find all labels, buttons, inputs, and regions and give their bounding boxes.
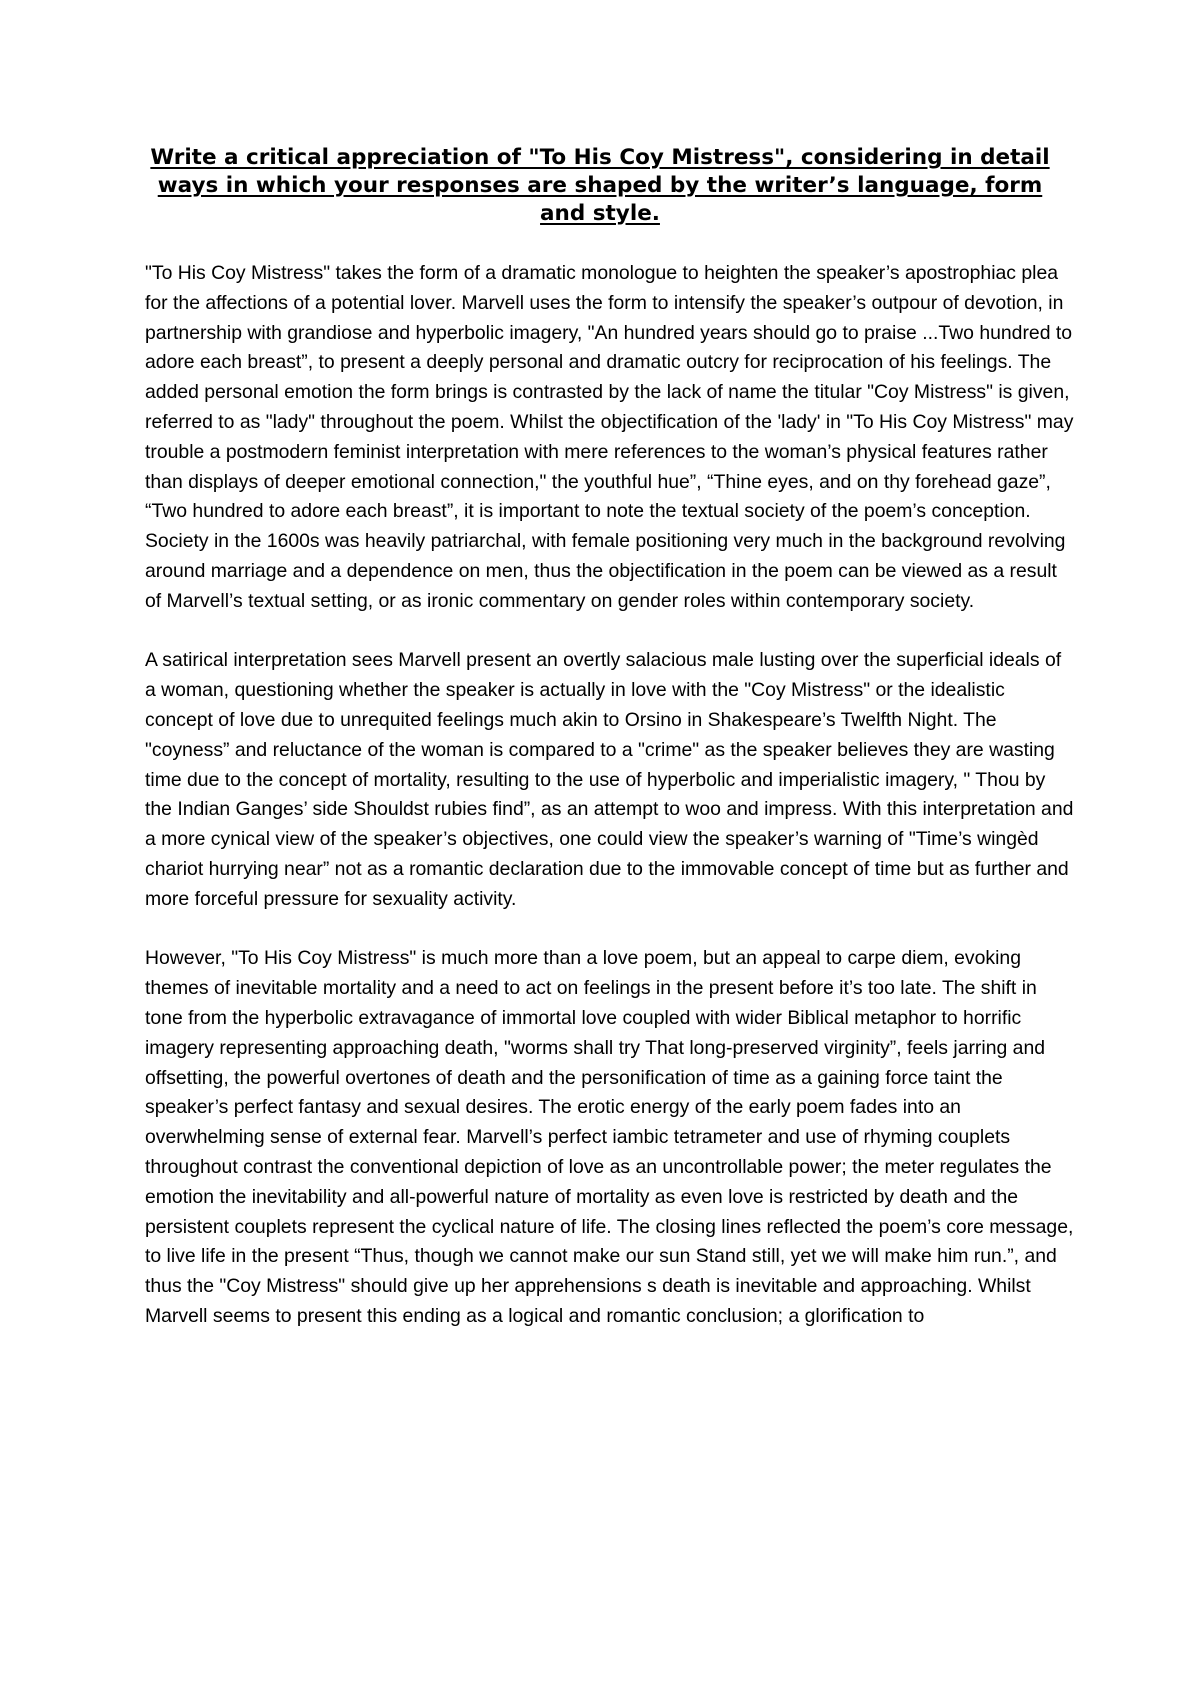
paragraph-1: "To His Coy Mistress" takes the form of a dramatic monologue to heighten the speaker’s apostrophiac plea for the affections of a potential lover. Marvell uses the form to intensify the speaker’s outpour of devotion, in partnership with grandiose and hyperbolic imagery, "An hundred years should go to praise ...Two hundred to adore each breast”, to present a deeply personal and dramatic outcry for reciprocation of his feelings. The added personal emotion the form brings is contrasted by the lack of name the titular "Coy Mistress" is given, referred to as "lady" throughout the poem. Whilst the objectification of the 'lady' in "To His Coy Mistress" may trouble a postmodern feminist interpretation with mere references to the woman’s physical features rather than displays of deeper emotional connection," the youthful hue”, “Thine eyes, and on thy forehead gaze”, “Two hundred to adore each breast”, it is important to note the textual society of the poem’s conception. Society in the 1600s was heavily patriarchal, with female positioning very much in the background revolving around marriage and a dependence on men, thus the objectification in the poem can be viewed as a result of Marvell’s textual setting, or as ironic commentary on gender roles within contemporary society. — [145, 262, 1074, 612]
document-body — [145, 259, 1075, 1361]
document-title: Write a critical appreciation of "To His Coy Mistress", considering in detail ways in which your responses are shaped by the writer’s language, form and style. — [150, 145, 1050, 226]
paragraph-2: A satirical interpretation sees Marvell present an overtly salacious male lusting over the superficial ideals of a woman, questioning whether the speaker is actually in love with the "Coy Mistress" or the idealistic concept of love due to unrequited feelings much akin to Orsino in Shakespeare’s Twelfth Night. The "coyness” and reluctance of the woman is compared to a "crime" as the speaker believes they are wasting time due to the concept of mortality, resulting to the use of hyperbolic and imperialistic imagery, " Thou by the Indian Ganges’ side Shouldst rubies find”, as an attempt to woo and impress. With this interpretation and a more cynical view of the speaker’s objectives, one could view the speaker’s warning of "Time’s wingèd chariot hurrying near” not as a romantic declaration due to the immovable concept of time but as further and more forceful pressure for sexuality activity. — [145, 649, 1074, 910]
paragraph-3: However, "To His Coy Mistress" is much more than a love poem, but an appeal to carpe diem, evoking themes of inevitable mortality and a need to act on feelings in the present before it’s too late. The shift in tone from the hyperbolic extravagance of immortal love coupled with wider Biblical metaphor to horrific imagery representing approaching death, "worms shall try That long-preserved virginity”, feels jarring and offsetting, the powerful overtones of death and the personification of time as a gaining force taint the speaker’s perfect fantasy and sexual desires. The erotic energy of the early poem fades into an overwhelming sense of external fear. Marvell’s perfect iambic tetrameter and use of rhyming couplets throughout contrast the conventional depiction of love as an uncontrollable power; the meter regulates the emotion the inevitability and all-powerful nature of mortality as even love is restricted by death and the persistent couplets represent the cyclical nature of life. The closing lines reflected the poem’s core message, to live life in the present “Thus, though we cannot make our sun Stand still, yet we will make him run.”, and thus the "Coy Mistress" should give up her apprehensions s death is inevitable and approaching. Whilst Marvell seems to present this ending as a logical and romantic conclusion; a glorification to — [145, 947, 1074, 1327]
